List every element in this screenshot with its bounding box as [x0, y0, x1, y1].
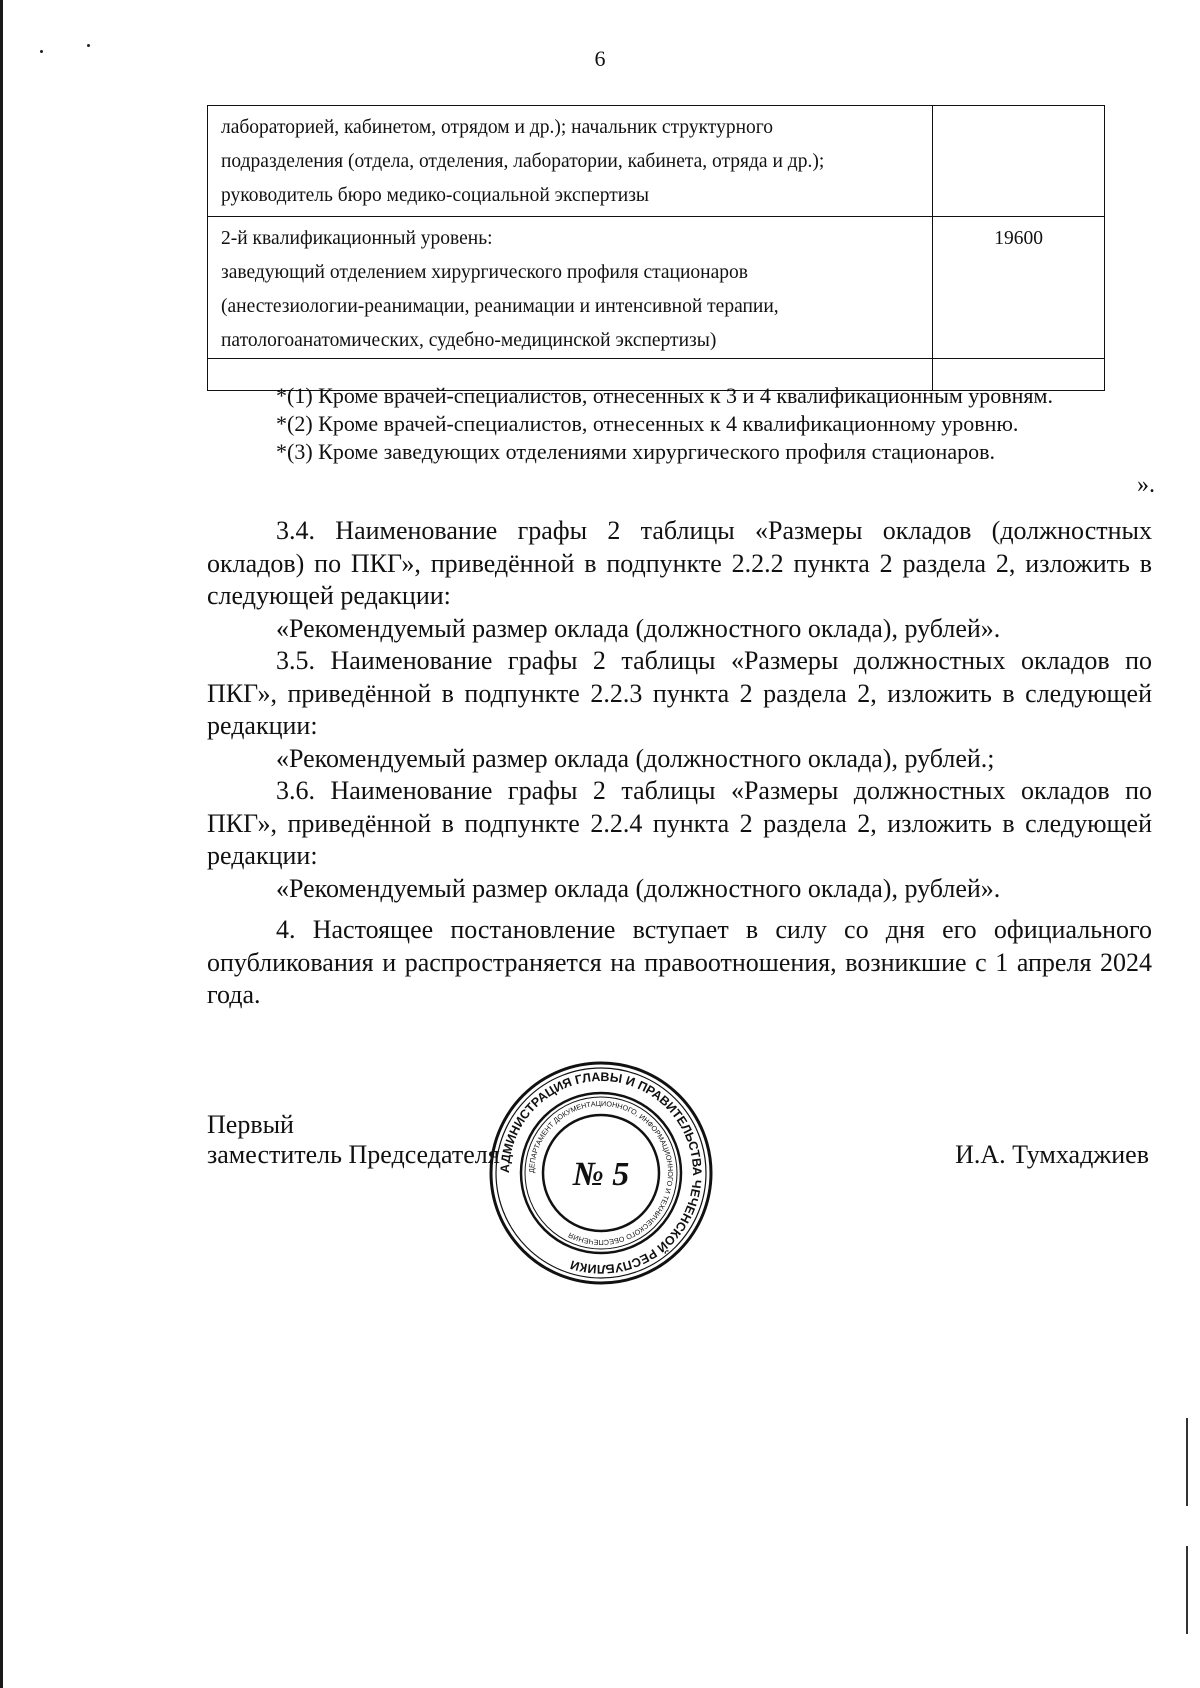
signatory-title-line: Первый [207, 1110, 294, 1139]
salary-cell: 19600 [933, 217, 1105, 359]
scan-artifact-line [1186, 1418, 1188, 1506]
scan-artifact-line [1186, 1546, 1188, 1634]
cell-line: лабораторией, кабинетом, отрядом и др.); начальник структурного [221, 117, 774, 138]
footnote: *(3) Кроме заведующих отделениями хирургического профиля стационаров. [276, 439, 995, 464]
signatory-title [207, 1110, 500, 1170]
page-number: 6 [594, 46, 606, 71]
paragraph-3-5: 3.5. Наименование графы 2 таблицы «Размеры должностных окладов по ПКГ», приведённой в подпункте 2.2.3 пункта 2 раздела 2, изложить в следующей редакции: [207, 646, 1152, 740]
document-body [207, 515, 1152, 1012]
seal-inner-text: ДЕПАРТАМЕНТ ДОКУМЕНТАЦИОННОГО, ИНФОРМАЦИОННОГО И ТЕХНИЧЕСКОГО ОБЕСПЕЧЕНИЯ [526, 1098, 676, 1248]
cell-line: патологоанатомических, судебно-медицинской экспертизы) [221, 330, 717, 351]
cell-line: 2-й квалификационный уровень: [221, 228, 493, 249]
table-row [208, 106, 1105, 217]
cell-line: заведующий отделением хирургического профиля стационаров [221, 262, 748, 283]
paragraph-quote: «Рекомендуемый размер оклада (должностного оклада), рублей». [276, 613, 1001, 643]
signatory-title-line: заместитель Председателя [207, 1140, 500, 1169]
cell-line: подразделения (отдела, отделения, лаборатории, кабинета, отряда и др.); [221, 151, 825, 172]
cell-line: руководитель бюро медико-социальной экспертизы [221, 185, 650, 206]
salary-cell [933, 106, 1105, 217]
seal-outer-text: АДМИНИСТРАЦИЯ ГЛАВЫ И ПРАВИТЕЛЬСТВА ЧЕЧЕНСКОЙ РЕСПУБЛИКИ [497, 1069, 705, 1277]
paragraph-quote: «Рекомендуемый размер оклада (должностного оклада), рублей». [276, 873, 1001, 903]
salary-table [207, 105, 1105, 391]
seal-number: № 5 [572, 1156, 630, 1193]
footnote: *(1) Кроме врачей-специалистов, отнесенных к 3 и 4 квалификационным уровням. [276, 383, 1053, 408]
position-cell [208, 217, 933, 359]
signatory-name: И.А. Тумхаджиев [955, 1140, 1149, 1169]
scan-left-edge [0, 0, 3, 1688]
closing-quote: ». [1137, 472, 1155, 498]
footnote: *(2) Кроме врачей-специалистов, отнесенных к 4 квалификационному уровню. [276, 411, 1019, 436]
cell-line: (анестезиологии-реанимации, реанимации и интенсивной терапии, [221, 296, 779, 317]
official-seal [488, 1060, 714, 1286]
paragraph-3-6: 3.6. Наименование графы 2 таблицы «Размеры должностных окладов по ПКГ», приведённой в подпункте 2.2.4 пункта 2 раздела 2, изложить в следующей редакции: [207, 776, 1152, 870]
table-row [208, 217, 1105, 359]
paragraph-quote: «Рекомендуемый размер оклада (должностного оклада), рублей.; [276, 743, 995, 773]
paragraph-4: 4. Настоящее постановление вступает в силу со дня его официального опубликования и распространяется на правоотношения, возникшие с 1 апреля 2024 года. [207, 915, 1152, 1009]
paragraph-3-4: 3.4. Наименование графы 2 таблицы «Размеры окладов (должностных окладов) по ПКГ», приведённой в подпункте 2.2.2 пункта 2 раздела 2, изложить в следующей редакции: [207, 516, 1152, 610]
position-cell [208, 106, 933, 217]
